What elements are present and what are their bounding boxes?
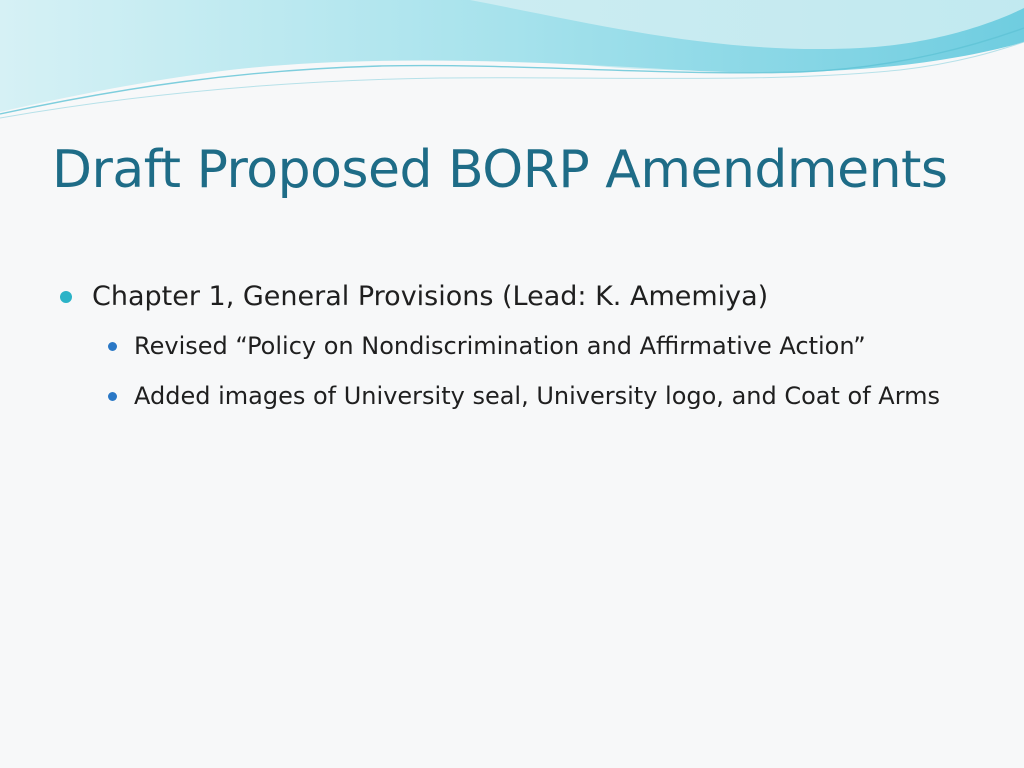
- sub-bullet-item: [106, 326, 960, 366]
- bullet-text: Chapter 1, General Provisions (Lead: K. Amemiya): [92, 281, 769, 312]
- slide-title: Draft Proposed BORP Amendments: [52, 140, 948, 200]
- bullet-item: [60, 276, 960, 318]
- sub-bullet-text: Added images of University seal, University logo, and Coat of Arms: [134, 382, 941, 410]
- sub-bullet-list: [106, 326, 960, 416]
- bullet-dot-icon: [60, 291, 72, 303]
- slide-content: [60, 276, 960, 426]
- sub-bullet-dot-icon: [108, 342, 117, 351]
- sub-bullet-item: [106, 376, 960, 416]
- wave-decoration: [0, 0, 1024, 130]
- sub-bullet-dot-icon: [108, 392, 117, 401]
- sub-bullet-text: Revised “Policy on Nondiscrimination and Affirmative Action”: [134, 332, 866, 360]
